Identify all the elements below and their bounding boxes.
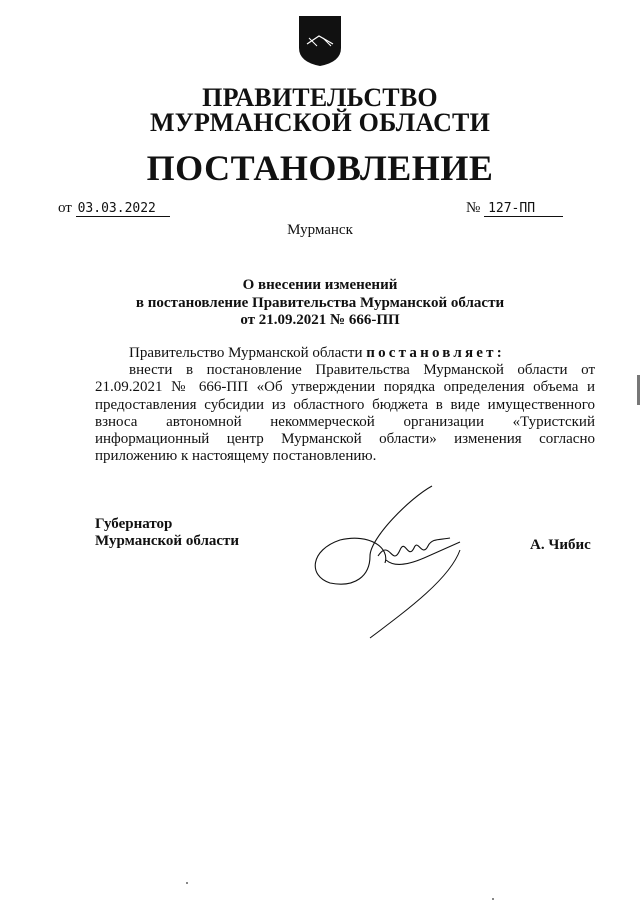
date-prefix: от	[58, 200, 72, 216]
city-name: Мурманск	[287, 222, 353, 238]
number-prefix: №	[466, 200, 481, 216]
decree-word: постановляет:	[366, 345, 505, 361]
document-type-heading: ПОСТАНОВЛЕНИЕ	[146, 148, 494, 188]
body-line: информационный центр Мурманской области» изменения согласно	[95, 431, 595, 447]
scan-speck	[186, 882, 188, 884]
preamble	[129, 345, 505, 362]
number-field	[466, 200, 563, 217]
body-line: предоставления субсидии из областного бюджета в виде имущественного	[95, 397, 595, 413]
scan-speck	[492, 898, 494, 900]
subject-line3: от 21.09.2021 № 666-ПП	[240, 312, 400, 328]
coat-of-arms-icon	[297, 14, 343, 68]
subject-line1: О внесении изменений	[242, 277, 398, 293]
signer-title-line2: Мурманской области	[95, 533, 240, 549]
body-line: внести в постановление Правительства Мурманской области от	[129, 362, 595, 378]
body-line: взноса автономной некоммерческой организации «Туристский	[95, 414, 595, 430]
date-value: 03.03.2022	[76, 201, 170, 217]
subject-line2: в постановление Правительства Мурманской области	[135, 295, 505, 311]
number-value: 127-ПП	[484, 201, 563, 217]
handwritten-signature-icon	[300, 478, 490, 648]
government-name-line2: МУРМАНСКОЙ ОБЛАСТИ	[149, 108, 491, 137]
signer-name: А. Чибис	[530, 537, 591, 553]
preamble-text: Правительство Мурманской области	[129, 345, 363, 361]
body-line: приложению к настоящему постановлению.	[95, 448, 377, 464]
government-name-line1: ПРАВИТЕЛЬСТВО	[202, 83, 438, 112]
date-field	[58, 200, 170, 217]
body-line: 21.09.2021 № 666-ПП «Об утверждении порядка определения объема и	[95, 379, 595, 395]
signer-title-line1: Губернатор	[95, 516, 173, 532]
